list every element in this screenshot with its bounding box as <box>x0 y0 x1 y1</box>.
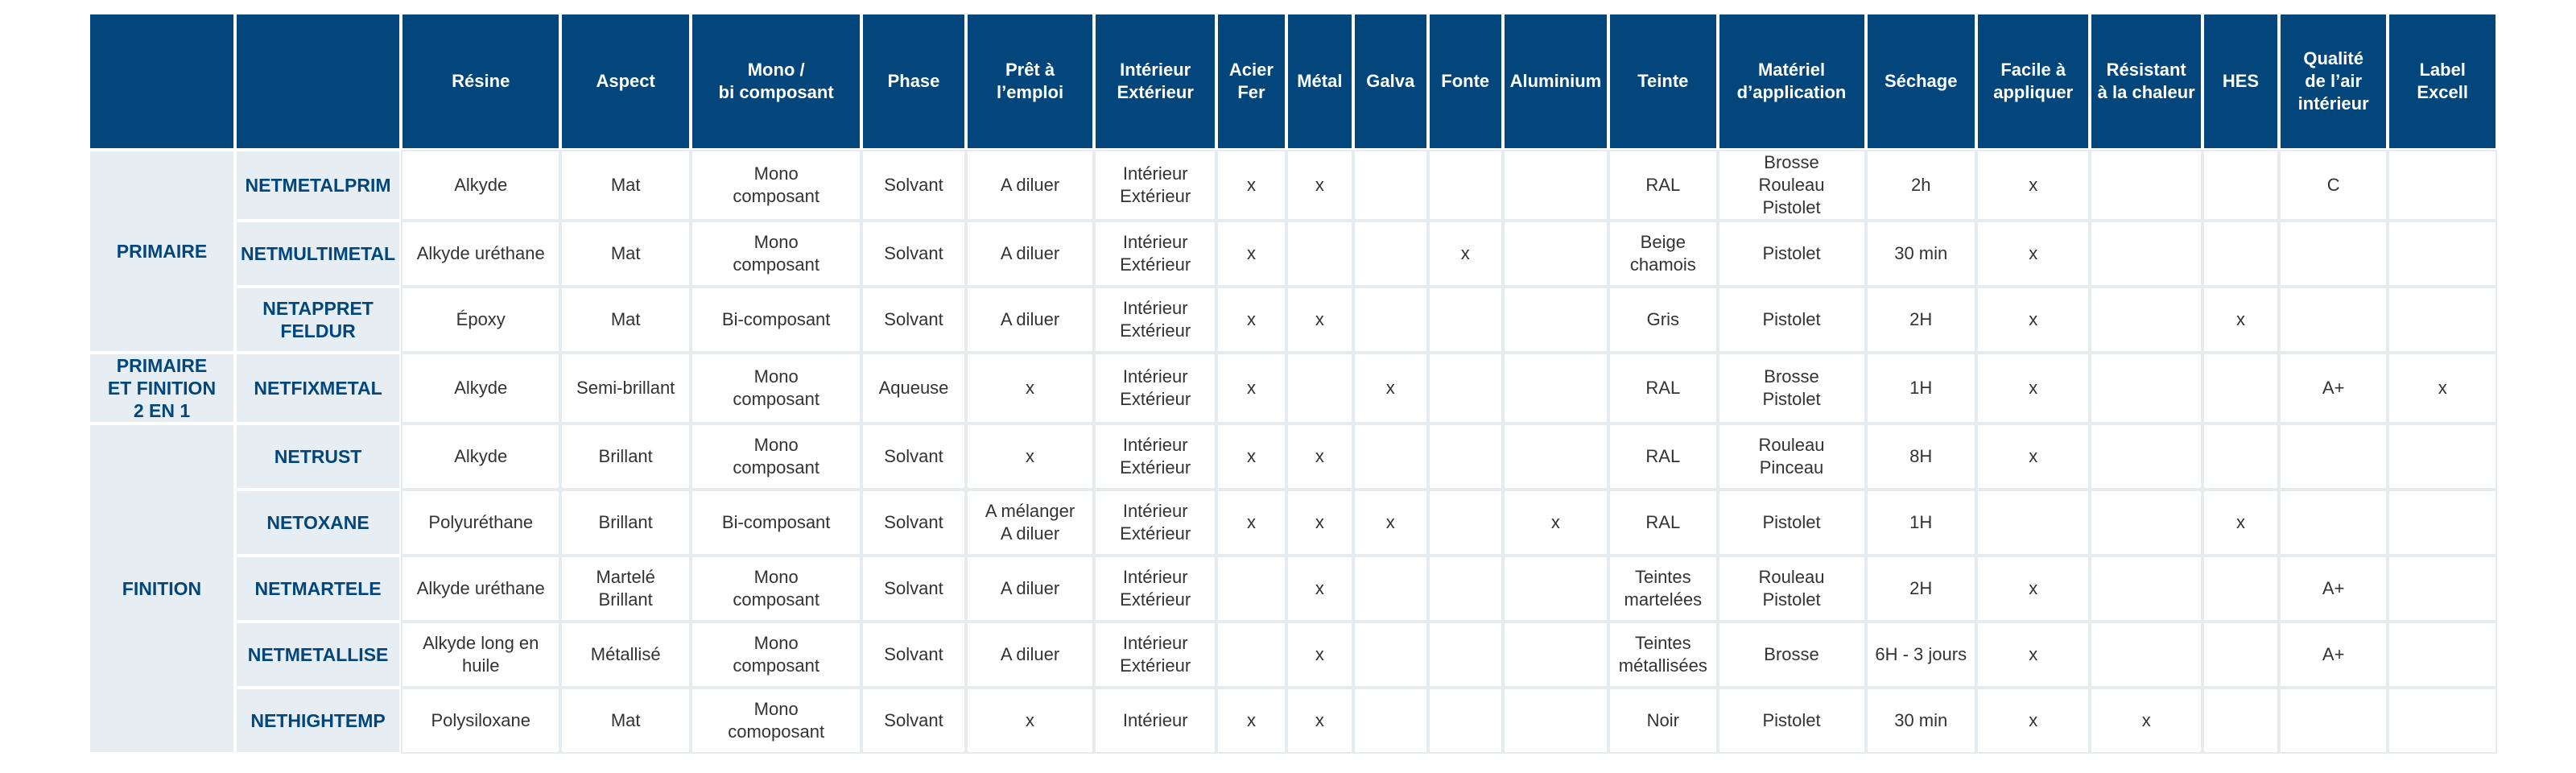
table-row <box>90 425 2496 488</box>
table-cell <box>1978 491 2089 554</box>
table-cell <box>2091 557 2200 620</box>
table-cell: Martelé Brillant <box>562 557 689 620</box>
table-cell: A+ <box>2281 354 2386 422</box>
table-cell: x <box>1218 689 1285 752</box>
table-cell <box>1430 623 1501 686</box>
table-cell: x <box>1288 151 1352 219</box>
table-cell: x <box>1978 151 2089 219</box>
table-cell: Mat <box>562 689 689 752</box>
table-cell: Alkyde <box>402 425 559 488</box>
table-cell: C <box>2281 151 2386 219</box>
column-header-hes: HES <box>2204 14 2277 148</box>
column-header-aluminium: Aluminium <box>1505 14 1607 148</box>
table-cell: Pistolet <box>1719 689 1864 752</box>
table-cell <box>2091 151 2200 219</box>
table-cell <box>1430 689 1501 752</box>
table-cell: Solvant <box>863 151 964 219</box>
table-cell: x <box>1978 222 2089 285</box>
table-cell <box>2091 491 2200 554</box>
table-cell: Solvant <box>863 557 964 620</box>
table-cell: Bi-composant <box>692 491 860 554</box>
column-header-resistant: Résistant à la chaleur <box>2091 14 2200 148</box>
table-cell: Intérieur Extérieur <box>1096 222 1215 285</box>
table-cell: Polysiloxane <box>402 689 559 752</box>
table-cell <box>2389 222 2496 285</box>
product-name: NETAPPRET FELDUR <box>237 288 399 351</box>
table-cell: x <box>1288 557 1352 620</box>
table-cell <box>1430 425 1501 488</box>
table-cell: 6H - 3 jours <box>1868 623 1975 686</box>
table-cell: Mono composant <box>692 623 860 686</box>
table-cell <box>1430 151 1501 219</box>
table-row <box>90 151 2496 219</box>
table-row <box>90 288 2496 351</box>
table-cell <box>2281 689 2386 752</box>
table-cell: 1H <box>1868 491 1975 554</box>
table-cell: x <box>1978 557 2089 620</box>
table-cell: RAL <box>1610 425 1715 488</box>
column-header-pret: Prêt à l’emploi <box>968 14 1093 148</box>
table-cell: 2h <box>1868 151 1975 219</box>
table-cell: x <box>968 425 1093 488</box>
table-cell <box>2204 557 2277 620</box>
table-row <box>90 491 2496 554</box>
table-cell: Alkyde <box>402 151 559 219</box>
table-cell: Alkyde uréthane <box>402 222 559 285</box>
table-cell: Intérieur Extérieur <box>1096 623 1215 686</box>
table-cell: Rouleau Pinceau <box>1719 425 1864 488</box>
table-cell <box>1505 425 1607 488</box>
table-cell <box>2281 425 2386 488</box>
table-cell: Intérieur Extérieur <box>1096 288 1215 351</box>
column-header-qualite-air: Qualité de l’air intérieur <box>2281 14 2386 148</box>
table-cell <box>1218 623 1285 686</box>
table-cell: Solvant <box>863 491 964 554</box>
table-cell: x <box>2389 354 2496 422</box>
table-cell <box>1505 222 1607 285</box>
table-cell <box>2389 557 2496 620</box>
table-cell <box>1505 623 1607 686</box>
table-cell: Brillant <box>562 491 689 554</box>
table-cell: Semi-brillant <box>562 354 689 422</box>
table-row <box>90 557 2496 620</box>
column-header-aspect: Aspect <box>562 14 689 148</box>
table-cell: x <box>1288 491 1352 554</box>
category-label: FINITION <box>90 425 233 752</box>
column-header-sechage: Séchage <box>1868 14 1975 148</box>
table-cell: Alkyde long en huile <box>402 623 559 686</box>
table-cell: x <box>1978 288 2089 351</box>
table-cell: x <box>1978 354 2089 422</box>
table-cell: 2H <box>1868 557 1975 620</box>
table-cell: Mat <box>562 151 689 219</box>
table-cell: Solvant <box>863 623 964 686</box>
table-cell: x <box>1288 623 1352 686</box>
table-row <box>90 222 2496 285</box>
table-cell <box>1355 222 1426 285</box>
table-cell <box>1288 222 1352 285</box>
column-header-label-excell: Label Excell <box>2389 14 2496 148</box>
table-cell: Mono composant <box>692 151 860 219</box>
header-row <box>90 14 2496 148</box>
column-header <box>237 14 399 148</box>
table-cell <box>2281 491 2386 554</box>
table-cell: RAL <box>1610 491 1715 554</box>
category-label: PRIMAIRE ET FINITION 2 EN 1 <box>90 354 233 422</box>
table-cell: Pistolet <box>1719 288 1864 351</box>
table-cell: Pistolet <box>1719 491 1864 554</box>
table-cell <box>1355 689 1426 752</box>
product-name: NETFIXMETAL <box>237 354 399 422</box>
table-cell <box>1355 425 1426 488</box>
table-cell: Solvant <box>863 288 964 351</box>
table-cell <box>2389 491 2496 554</box>
table-cell: x <box>1218 288 1285 351</box>
table-cell: Solvant <box>863 425 964 488</box>
column-header-resine: Résine <box>402 14 559 148</box>
table-cell: RAL <box>1610 151 1715 219</box>
table-cell: Bi-composant <box>692 288 860 351</box>
table-cell <box>2204 425 2277 488</box>
table-cell: 2H <box>1868 288 1975 351</box>
table-cell: 30 min <box>1868 689 1975 752</box>
table-cell <box>1430 557 1501 620</box>
table-cell: x <box>1218 491 1285 554</box>
table-cell: Intérieur Extérieur <box>1096 557 1215 620</box>
product-name: NETOXANE <box>237 491 399 554</box>
table-cell <box>1505 151 1607 219</box>
table-cell: Mono composant <box>692 425 860 488</box>
table-cell <box>1430 288 1501 351</box>
table-cell: A diluer <box>968 557 1093 620</box>
table-cell: Alkyde uréthane <box>402 557 559 620</box>
table-cell <box>2204 151 2277 219</box>
table-cell: x <box>1218 151 1285 219</box>
table-cell: Beige chamois <box>1610 222 1715 285</box>
table-row <box>90 354 2496 422</box>
table-cell: x <box>1430 222 1501 285</box>
table-cell: A diluer <box>968 623 1093 686</box>
product-name: NETMETALLISE <box>237 623 399 686</box>
product-comparison-table <box>87 11 2499 755</box>
table-cell <box>1505 557 1607 620</box>
table-cell: x <box>1978 425 2089 488</box>
table-cell: x <box>1218 425 1285 488</box>
table-cell: x <box>1978 689 2089 752</box>
table-cell: Mono composant <box>692 557 860 620</box>
table-cell: Polyuréthane <box>402 491 559 554</box>
table-cell: Brillant <box>562 425 689 488</box>
table-cell: Solvant <box>863 222 964 285</box>
table-cell: x <box>1288 425 1352 488</box>
table-cell <box>2091 288 2200 351</box>
table-cell <box>2389 151 2496 219</box>
table-cell <box>2204 623 2277 686</box>
column-header-acier: Acier Fer <box>1218 14 1285 148</box>
table-cell: Intérieur Extérieur <box>1096 425 1215 488</box>
table-cell: 1H <box>1868 354 1975 422</box>
table-cell <box>1218 557 1285 620</box>
table-cell: Solvant <box>863 689 964 752</box>
table-cell: x <box>1288 288 1352 351</box>
table-cell: x <box>2204 491 2277 554</box>
product-name: NETHIGHTEMP <box>237 689 399 752</box>
table-cell: Mat <box>562 222 689 285</box>
table-cell <box>2389 689 2496 752</box>
table-cell: Gris <box>1610 288 1715 351</box>
table-cell: A+ <box>2281 623 2386 686</box>
table-cell <box>1355 557 1426 620</box>
table-cell: Mono comoposant <box>692 689 860 752</box>
table-cell: Brosse Pistolet <box>1719 354 1864 422</box>
table-cell <box>2281 222 2386 285</box>
table-cell <box>2389 623 2496 686</box>
table-cell: Aqueuse <box>863 354 964 422</box>
table-cell: x <box>1288 689 1352 752</box>
table-cell: Brosse Rouleau Pistolet <box>1719 151 1864 219</box>
column-header-fonte: Fonte <box>1430 14 1501 148</box>
table-cell <box>2091 354 2200 422</box>
table-cell <box>2091 222 2200 285</box>
table-cell: Intérieur Extérieur <box>1096 151 1215 219</box>
table-cell <box>1430 354 1501 422</box>
table-cell: Alkyde <box>402 354 559 422</box>
column-header-interieur: Intérieur Extérieur <box>1096 14 1215 148</box>
table-cell <box>2281 288 2386 351</box>
table-cell: 8H <box>1868 425 1975 488</box>
table-cell <box>2204 689 2277 752</box>
table-body <box>90 151 2496 752</box>
table-cell <box>2091 425 2200 488</box>
table-cell: x <box>2204 288 2277 351</box>
column-header-metal: Métal <box>1288 14 1352 148</box>
table-cell: 30 min <box>1868 222 1975 285</box>
table-cell: x <box>2091 689 2200 752</box>
table-cell: x <box>1355 491 1426 554</box>
category-label: PRIMAIRE <box>90 151 233 351</box>
table-cell: Rouleau Pistolet <box>1719 557 1864 620</box>
table-cell <box>2204 354 2277 422</box>
table-cell <box>2389 425 2496 488</box>
table-cell <box>1288 354 1352 422</box>
table-cell: Intérieur Extérieur <box>1096 354 1215 422</box>
table-cell: A diluer <box>968 222 1093 285</box>
table-cell: Époxy <box>402 288 559 351</box>
table-cell: Intérieur <box>1096 689 1215 752</box>
table-cell <box>1355 623 1426 686</box>
table-cell: RAL <box>1610 354 1715 422</box>
table-cell <box>2204 222 2277 285</box>
table-cell: x <box>1218 354 1285 422</box>
table-cell <box>2389 288 2496 351</box>
column-header-materiel: Matériel d’application <box>1719 14 1864 148</box>
table-cell <box>1505 689 1607 752</box>
table-cell: x <box>968 689 1093 752</box>
table-cell: x <box>1978 623 2089 686</box>
table-cell: A+ <box>2281 557 2386 620</box>
table-row <box>90 689 2496 752</box>
table-cell <box>1355 151 1426 219</box>
table-cell <box>1355 288 1426 351</box>
table-cell: Teintes martelées <box>1610 557 1715 620</box>
table-cell: Mono composant <box>692 354 860 422</box>
table-cell <box>2091 623 2200 686</box>
table-cell: Noir <box>1610 689 1715 752</box>
column-header-phase: Phase <box>863 14 964 148</box>
product-name: NETRUST <box>237 425 399 488</box>
table-cell: Brosse <box>1719 623 1864 686</box>
column-header-galva: Galva <box>1355 14 1426 148</box>
table-cell: x <box>1355 354 1426 422</box>
table-cell: A diluer <box>968 288 1093 351</box>
table-cell <box>1505 288 1607 351</box>
table-cell: Métallisé <box>562 623 689 686</box>
table-cell: A diluer <box>968 151 1093 219</box>
table-cell: Intérieur Extérieur <box>1096 491 1215 554</box>
product-name: NETMETALPRIM <box>237 151 399 219</box>
table-cell <box>1430 491 1501 554</box>
table-cell: A mélanger A diluer <box>968 491 1093 554</box>
column-header-teinte: Teinte <box>1610 14 1715 148</box>
table-cell: Pistolet <box>1719 222 1864 285</box>
table-cell <box>1505 354 1607 422</box>
product-name: NETMARTELE <box>237 557 399 620</box>
table-cell: Mono composant <box>692 222 860 285</box>
product-name: NETMULTIMETAL <box>237 222 399 285</box>
column-header <box>90 14 233 148</box>
table-row <box>90 623 2496 686</box>
column-header-facile: Facile à appliquer <box>1978 14 2089 148</box>
table-cell: x <box>968 354 1093 422</box>
table-cell: x <box>1218 222 1285 285</box>
table-cell: Teintes métallisées <box>1610 623 1715 686</box>
table-cell: Mat <box>562 288 689 351</box>
table-cell: x <box>1505 491 1607 554</box>
column-header-mono-bi: Mono / bi composant <box>692 14 860 148</box>
